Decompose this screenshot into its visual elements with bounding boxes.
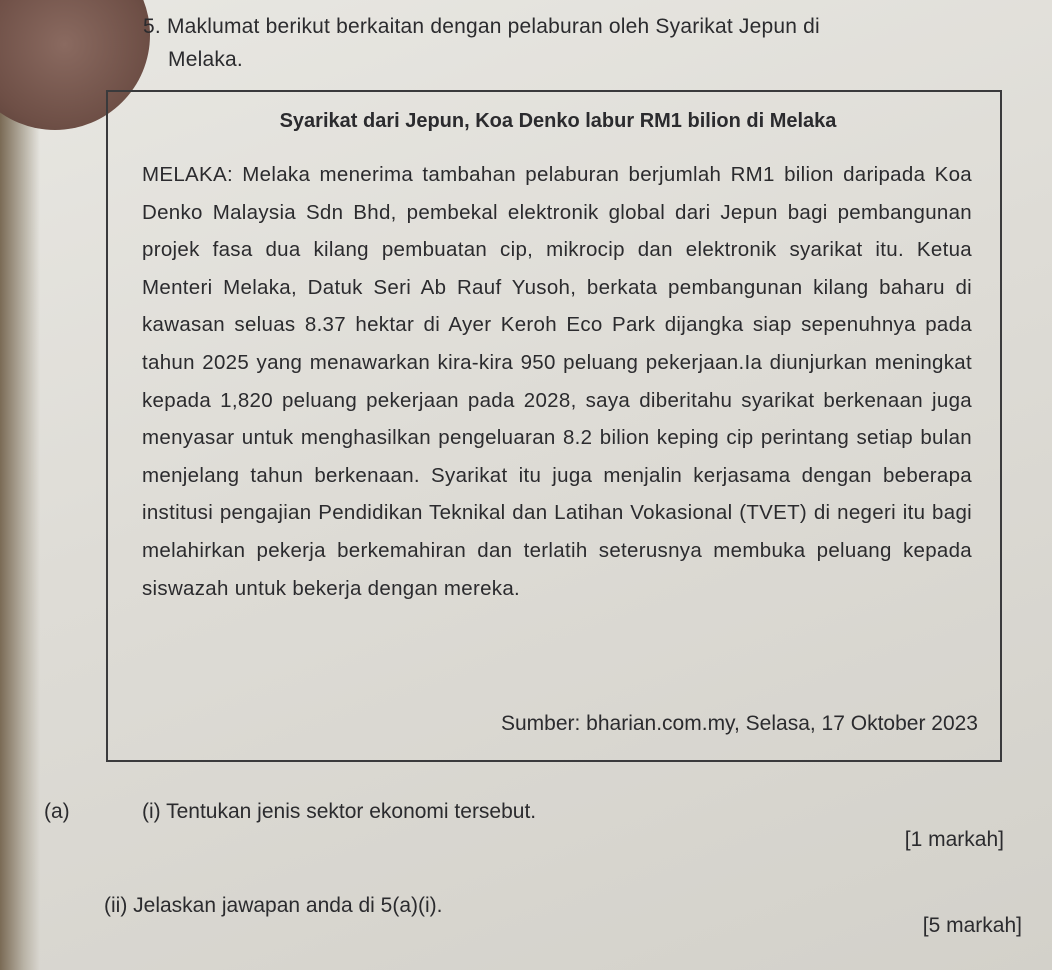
part-a-ii-marks: [5 markah]: [922, 914, 1022, 937]
question-intro: [143, 10, 923, 76]
article-box: [106, 90, 1002, 762]
part-a-ii-question: (ii) Jelaskan jawapan anda di 5(a)(i).: [104, 894, 443, 917]
question-number: 5.: [143, 15, 161, 38]
page-edge-shadow: [0, 100, 40, 970]
question-intro-line1: Maklumat berikut berkaitan dengan pelaburan oleh Syarikat Jepun di: [166, 15, 820, 38]
article-body: MELAKA: Melaka menerima tambahan pelaburan berjumlah RM1 bilion daripada Koa Denko Malaysia Sdn Bhd, pembekal elektronik global dari Jepun bagi pembangunan projek fasa dua kilang pembuatan cip, mikrocip dan elektronik syarikat itu. Ketua Menteri Melaka, Datuk Seri Ab Rauf Yusoh, berkata pembangunan kilang baharu di kawasan seluas 8.37 hektar di Ayer Keroh Eco Park dijangka siap sepenuhnya pada tahun 2025 yang menawarkan kira-kira 950 peluang pekerjaan.Ia diunjurkan meningkat kepada 1,820 peluang pekerjaan pada 2028, saya diberitahu syarikat berkenaan juga menyasar untuk menghasilkan pengeluaran 8.2 bilion keping cip perintang setiap bulan menjelang tahun berkenaan. Syarikat itu juga menjalin kerjasama dengan beberapa institusi pengajian Pendidikan Teknikal dan Latihan Vokasional (TVET) di negeri itu bagi melahirkan pekerja berkemahiran dan terlatih seterusnya membuka peluang kepada siswazah untuk bekerja dengan mereka.: [142, 163, 972, 600]
part-a-i-question: (i) Tentukan jenis sektor ekonomi tersebut.: [142, 800, 537, 823]
part-a-i-marks: [1 markah]: [904, 828, 1004, 851]
article-title: Syarikat dari Jepun, Koa Denko labur RM1 bilion di Melaka: [279, 110, 837, 132]
part-a-label: (a): [44, 800, 70, 823]
question-intro-line2: Melaka.: [168, 48, 243, 71]
article-source: Sumber: bharian.com.my, Selasa, 17 Oktober 2023: [500, 712, 978, 735]
